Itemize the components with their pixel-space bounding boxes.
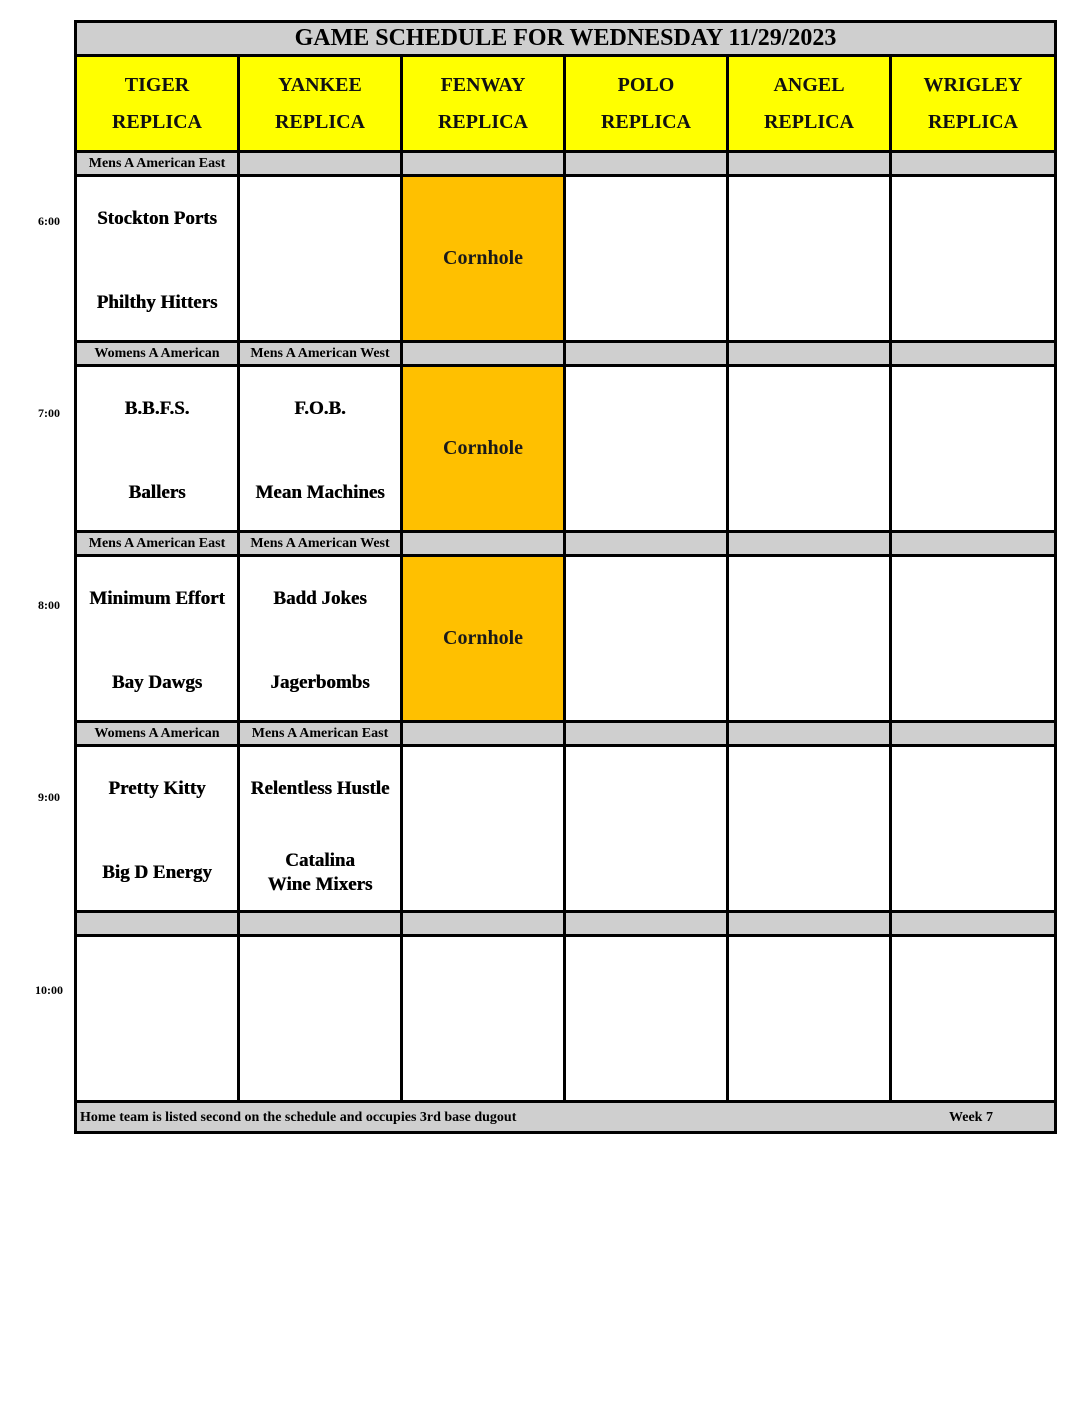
home-team: Bay Dawgs	[111, 672, 203, 693]
home-team: Ballers	[128, 482, 186, 503]
field-header-wrigley	[891, 56, 1056, 152]
division-label: Mens A American East	[76, 152, 239, 176]
home-team: Jagerbombs	[270, 672, 370, 693]
game-row	[76, 556, 1056, 722]
field-header-tiger	[76, 56, 239, 152]
division-label	[891, 722, 1056, 746]
schedule-sheet	[74, 20, 1054, 1134]
empty-game-cell	[891, 746, 1056, 912]
division-label: Mens A American East	[76, 532, 239, 556]
home-team: Mean Machines	[255, 482, 385, 503]
away-team: Minimum Effort	[89, 588, 225, 609]
empty-game-cell	[239, 936, 402, 1102]
field-name: YANKEE	[278, 73, 362, 96]
empty-game-cell	[891, 176, 1056, 342]
division-label	[728, 722, 891, 746]
cornhole-cell	[402, 366, 565, 532]
away-team: B.B.F.S.	[124, 398, 190, 419]
away-team: Relentless Hustle	[250, 778, 390, 799]
empty-game-cell	[728, 936, 891, 1102]
field-subtitle: REPLICA	[600, 110, 691, 133]
game-cell	[76, 746, 239, 912]
division-label	[891, 152, 1056, 176]
field-name: WRIGLEY	[923, 73, 1023, 96]
schedule-title: GAME SCHEDULE FOR WEDNESDAY 11/29/2023	[76, 22, 1056, 56]
time-label: 8:00	[38, 598, 60, 612]
game-row	[76, 746, 1056, 912]
field-header-angel	[728, 56, 891, 152]
game-cell	[76, 556, 239, 722]
division-label	[565, 722, 728, 746]
away-team: Pretty Kitty	[108, 778, 206, 799]
empty-game-cell	[565, 366, 728, 532]
division-label	[565, 342, 728, 366]
field-subtitle: REPLICA	[111, 110, 202, 133]
game-row	[76, 366, 1056, 532]
field-header-polo	[565, 56, 728, 152]
schedule-table	[74, 20, 1057, 1134]
division-label	[565, 912, 728, 936]
division-label	[728, 152, 891, 176]
division-label	[891, 532, 1056, 556]
field-name: ANGEL	[773, 73, 845, 96]
field-header-row	[76, 56, 1056, 152]
division-label: Womens A American	[76, 342, 239, 366]
division-row	[76, 722, 1056, 746]
field-subtitle: REPLICA	[763, 110, 854, 133]
field-subtitle: REPLICA	[437, 110, 528, 133]
division-label: Womens A American	[76, 722, 239, 746]
home-team: Big D Energy	[102, 862, 212, 883]
division-label: Mens A American East	[239, 722, 402, 746]
game-row	[76, 176, 1056, 342]
empty-game-cell	[891, 936, 1056, 1102]
time-label: 6:00	[38, 214, 60, 228]
division-row	[76, 152, 1056, 176]
division-label	[565, 152, 728, 176]
game-cell	[76, 366, 239, 532]
game-cell	[239, 746, 402, 912]
cornhole-label: Cornhole	[443, 627, 523, 649]
empty-game-cell	[402, 746, 565, 912]
division-row	[76, 912, 1056, 936]
field-header-yankee	[239, 56, 402, 152]
empty-game-cell	[402, 936, 565, 1102]
away-team: Stockton Ports	[97, 208, 217, 229]
cornhole-label: Cornhole	[443, 437, 523, 459]
empty-game-cell	[728, 556, 891, 722]
division-label	[239, 152, 402, 176]
division-label	[402, 722, 565, 746]
time-label: 9:00	[38, 790, 60, 804]
division-label	[891, 912, 1056, 936]
away-team: F.O.B.	[294, 398, 346, 419]
game-row	[76, 936, 1056, 1102]
division-row	[76, 342, 1056, 366]
division-label	[728, 532, 891, 556]
game-cell	[76, 176, 239, 342]
empty-game-cell	[239, 176, 402, 342]
footer-note: Home team is listed second on the schedule and occupies 3rd base dugout	[80, 1110, 517, 1125]
empty-game-cell	[76, 936, 239, 1102]
footer-row	[76, 1102, 1056, 1133]
division-row	[76, 532, 1056, 556]
division-label: Mens A American West	[239, 342, 402, 366]
division-label	[565, 532, 728, 556]
cornhole-cell	[402, 176, 565, 342]
game-cell	[239, 366, 402, 532]
cornhole-cell	[402, 556, 565, 722]
empty-game-cell	[565, 176, 728, 342]
field-name: POLO	[617, 73, 675, 96]
empty-game-cell	[565, 746, 728, 912]
field-subtitle: REPLICA	[274, 110, 365, 133]
week-label: Week 7	[949, 1110, 993, 1125]
empty-game-cell	[891, 366, 1056, 532]
field-header-fenway	[402, 56, 565, 152]
field-subtitle: REPLICA	[927, 110, 1018, 133]
division-label	[728, 342, 891, 366]
footer-cell	[76, 1102, 1056, 1133]
division-label	[402, 532, 565, 556]
home-team: Philthy Hitters	[96, 292, 218, 313]
empty-game-cell	[891, 556, 1056, 722]
division-label	[76, 912, 239, 936]
empty-game-cell	[565, 936, 728, 1102]
home-team: Catalina Wine Mixers	[267, 850, 373, 895]
empty-game-cell	[728, 746, 891, 912]
division-label	[728, 912, 891, 936]
time-label: 7:00	[38, 406, 60, 420]
division-label: Mens A American West	[239, 532, 402, 556]
field-name: TIGER	[124, 73, 190, 96]
division-label	[402, 342, 565, 366]
game-cell	[239, 556, 402, 722]
away-team: Badd Jokes	[273, 588, 367, 609]
division-label	[402, 912, 565, 936]
empty-game-cell	[565, 556, 728, 722]
division-label	[239, 912, 402, 936]
division-label	[402, 152, 565, 176]
empty-game-cell	[728, 176, 891, 342]
time-label: 10:00	[35, 983, 63, 997]
empty-game-cell	[728, 366, 891, 532]
field-name: FENWAY	[440, 73, 526, 96]
cornhole-label: Cornhole	[443, 247, 523, 269]
division-label	[891, 342, 1056, 366]
